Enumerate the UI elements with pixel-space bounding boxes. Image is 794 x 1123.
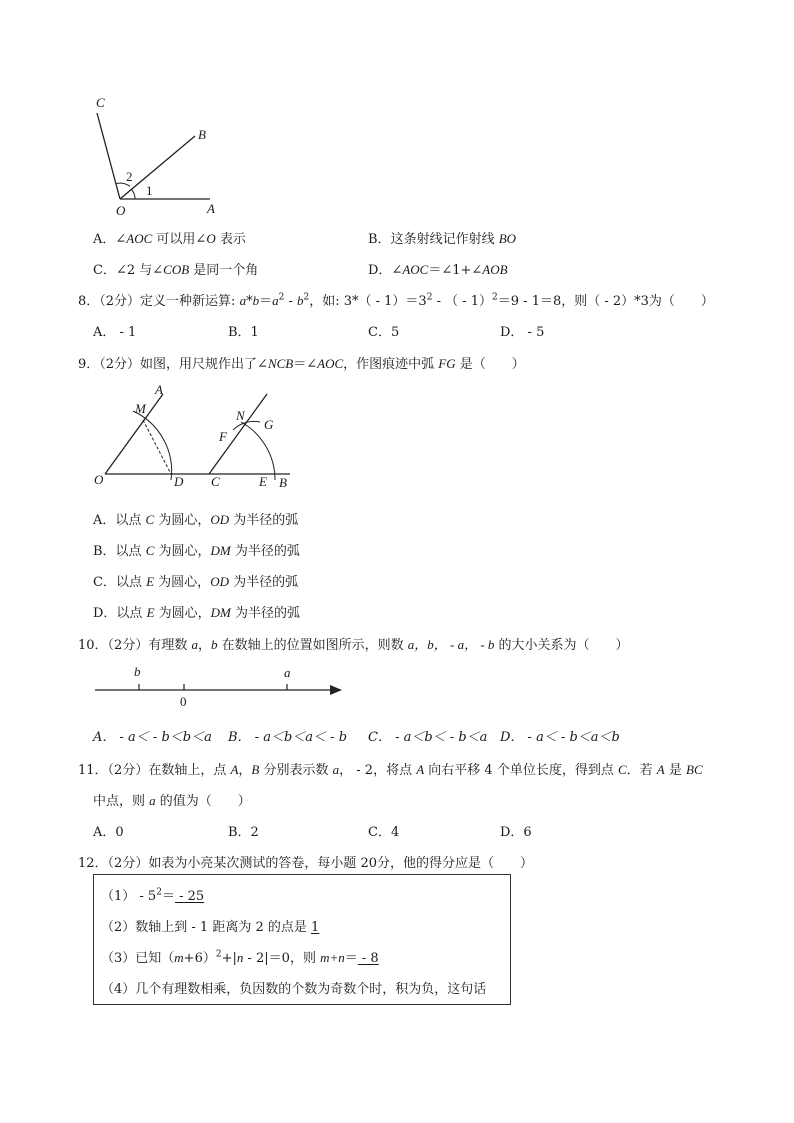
q7-option-c[interactable]: C．∠2 与∠COB 是同一个角 (93, 262, 259, 278)
angle-figure (85, 95, 225, 220)
answer-row-3: （3）已知$(m+6)^2+|n - 2|=0$，则 m+n＝ - 8 (101, 949, 379, 966)
q7-option-b[interactable]: B．这条射线记作射线 BO (368, 231, 517, 247)
q11-option-d[interactable]: D．6 (500, 825, 532, 840)
q11-option-c[interactable]: C．4 (368, 825, 400, 840)
axis-label-b: b (134, 664, 141, 679)
fig9-label-m: M (135, 401, 146, 416)
q11-option-b[interactable]: B．2 (228, 825, 259, 840)
fig9-label-g: G (264, 417, 274, 432)
fig9-label-o: O (94, 472, 104, 487)
answer-row-2: （2）数轴上到 - 1 距离为 2 的点是 1 (101, 920, 320, 935)
answer-sheet-table (93, 874, 511, 1005)
q9-option-a[interactable]: A．以点 C 为圆心，OD 为半径的弧 (93, 512, 299, 528)
q10-option-c[interactable]: C． - a＜b＜ - b＜a (368, 730, 488, 745)
label-c: C (96, 95, 105, 110)
fig9-label-f: F (219, 429, 227, 444)
fig9-label-c: C (211, 474, 220, 489)
fig9-label-e: E (259, 474, 267, 489)
q7-option-d[interactable]: D．∠AOC＝∠1+∠AOB (368, 262, 508, 278)
fig9-label-a: A (155, 382, 163, 397)
q8-option-d[interactable]: D． - 5 (500, 325, 545, 340)
q11-stem-line2: 中点，则 a 的值为（ ） (93, 793, 251, 809)
q12-stem: 12．（2分）如表为小亮某次测试的答卷，每小题 20分，他的得分应是（ ） (78, 856, 533, 871)
construction-figure (95, 380, 300, 495)
q9-option-b[interactable]: B．以点 C 为圆心，DM 为半径的弧 (93, 543, 300, 559)
q10-option-d[interactable]: D． - a＜ - b＜a＜b (500, 730, 620, 745)
q11-stem-line1: 11．（2分）在数轴上，点 A，B 分别表示数 a， - 2，将点 A 向右平移 4 个单位长度，得到点 C．若 A 是 BC (78, 762, 703, 778)
answer-row-1: $(1) - 5^2= - 25$ (101, 887, 205, 904)
q7-option-a[interactable]: A．∠AOC 可以用∠O 表示 (93, 231, 246, 247)
fig9-label-b: B (279, 475, 287, 490)
label-a: A (207, 201, 215, 216)
axis-label-zero: 0 (180, 694, 187, 709)
answer-row-4: （4）几个有理数相乘，负因数的个数为奇数个时，积为负，这句话 (101, 982, 487, 997)
q8-option-b[interactable]: B．1 (228, 325, 259, 340)
q9-option-c[interactable]: C．以点 E 为圆心，OD 为半径的弧 (93, 574, 299, 590)
q9-option-d[interactable]: D．以点 E 为圆心，DM 为半径的弧 (93, 605, 301, 621)
q10-option-a[interactable]: A． - a＜ - b＜b＜a (93, 730, 212, 745)
q8-option-a[interactable]: A． - 1 (93, 325, 137, 340)
q10-stem: 10．（2分）有理数 a，b 在数轴上的位置如图所示，则数 a，b， - a， - b 的大小关系为（ ） (78, 637, 629, 653)
q9-stem: 9．（2分）如图，用尺规作出了∠NCB＝∠AOC，作图痕迹中弧 FG 是（ ） (78, 356, 525, 372)
q11-option-a[interactable]: A．0 (93, 825, 124, 840)
q8-stem: 8．（2分）定义一种新运算: $a*b=a^2 - b^2$，如: $3*( - 1)=3^2$ - （ - 1）$^2$＝9 - 1＝8，则（ - 2）*3为（ ） (78, 292, 714, 309)
q8-option-c[interactable]: C．5 (368, 325, 400, 340)
axis-label-a: a (284, 665, 291, 680)
number-line (90, 675, 350, 705)
label-b: B (198, 127, 206, 142)
label-o: O (116, 203, 126, 218)
angle-2-label: 2 (126, 169, 133, 184)
q10-option-b[interactable]: B． - a＜b＜a＜ - b (228, 730, 348, 745)
angle-1-label: 1 (146, 183, 153, 198)
fig9-label-n: N (236, 408, 245, 423)
fig9-label-d: D (174, 474, 184, 489)
